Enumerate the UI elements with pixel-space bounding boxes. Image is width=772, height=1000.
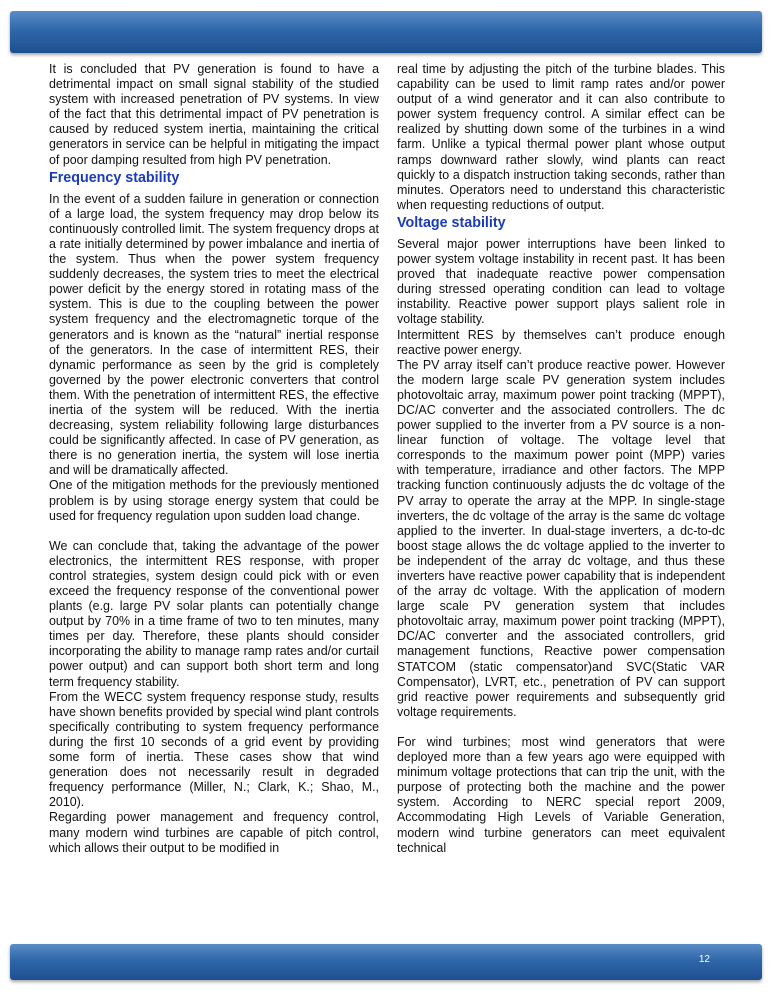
- footer-band: [10, 944, 762, 980]
- voltage-paragraph-2: Intermittent RES by themselves can’t produce enough reactive power energy.: [397, 327, 725, 357]
- right-column: [397, 62, 725, 856]
- voltage-stability-heading: Voltage stability: [397, 214, 506, 231]
- page-number: 12: [698, 954, 710, 965]
- header-band: [10, 11, 762, 53]
- voltage-paragraph-3: The PV array itself can’t produce reactive power. However the modern large scale PV generation system includes photovoltaic array, maximum power point tracking (MPPT), DC/AC converter and the associated controllers. The dc power supplied to the inverter from a PV source is a non-linear function of voltage. The voltage level that corresponds to the maximum power point (MPP) varies with temperature, irradiance and other factors. The MPP tracking function continuously adjusts the dc voltage of the PV array to operate the array at the MPP. In single-stage inverters, the dc voltage of the array is the same dc voltage applied to the inverter. In dual-stage inverters, a dc-to-dc boost stage allows the dc voltage applied to the inverter to be independent of the array dc voltage, and thus these inverters have reactive power capability that is independent of the array dc voltage. With the application of modern large scale PV generation system that includes photovoltaic array, maximum power point tracking (MPPT), DC/AC converter and the associated controllers, grid management functions, Reactive power compensation STATCOM (static compensator)and SVC(Static VAR Compensator), LVRT, etc., penetration of PV can support grid reactive power requirements and subsequently grid voltage requirements.: [397, 357, 725, 719]
- voltage-paragraph-1: Several major power interruptions have been linked to power system voltage instability in recent past. It has been proved that inadequate reactive power compensation during stressed operating condition can lead to voltage instability. Reactive power support plays salient role in voltage stability.: [397, 236, 725, 327]
- frequency-paragraph-2: One of the mitigation methods for the previously mentioned problem is by using storage energy system that could be used for frequency regulation upon sudden load change.: [49, 478, 379, 523]
- frequency-paragraph-4: From the WECC system frequency response study, results have shown benefits provided by special wind plant controls specifically contributing to system frequency performance during the first 10 seconds of a grid event by providing some form of inertia. These cases show that wind generation does not necessarily result in degraded frequency performance (Miller, N.; Clark, K.; Shao, M., 2010).: [49, 689, 379, 810]
- intro-paragraph: It is concluded that PV generation is found to have a detrimental impact on small signal stability of the studied system with increased penetration of PV systems. In view of the fact that this detrimental impact of PV penetration is caused by reduced system inertia, maintaining the critical generators in service can be helpful in mitigating the impact of poor damping resulted from high PV penetration.: [49, 62, 379, 167]
- voltage-paragraph-4: For wind turbines; most wind generators that were deployed more than a few years ago were equipped with minimum voltage protections that can trip the unit, with the purpose of protecting both the machine and the power system. According to NERC special report 2009, Accommodating High Levels of Variable Generation, modern wind turbine generators can meet equivalent technical: [397, 734, 725, 855]
- left-column: [49, 62, 379, 856]
- frequency-stability-heading: Frequency stability: [49, 169, 180, 186]
- frequency-paragraph-1: In the event of a sudden failure in generation or connection of a large load, the system frequency may drop below its continuously controlled limit. The system frequency drops at a rate initially determined by power imbalance and inertia of the system. Thus when the power system frequency suddenly decreases, the system tries to meet the electrical power deficit by the energy stored in rotating mass of the system. This is due to the coupling between the power system frequency and the electromagnetic torque of the generators and is known as the “natural” inertial response of the generators. In the case of intermittent RES, their dynamic performance as seen by the grid is completely governed by the power electronic converters that control them. With the penetration of intermittent RES, the effective inertia of the system will be reduced. With the inertia decreasing, system reliability following large disturbances could be significantly affected. In case of PV generation, as there is no generation inertia, the system will lose inertia and will be dramatically affected.: [49, 191, 379, 478]
- continued-paragraph: real time by adjusting the pitch of the turbine blades. This capability can be used to limit ramp rates and/or power output of a wind generator and it can also contribute to power system frequency control. A similar effect can be realized by shutting down some of the turbines in a wind farm. Unlike a typical thermal power plant whose output ramps downward rather slowly, wind plants can react quickly to a dispatch instruction taking seconds, rather than minutes. Operators need to understand this characteristic when requesting reductions of output.: [397, 62, 725, 212]
- frequency-paragraph-5: Regarding power management and frequency control, many modern wind turbines are capable of pitch control, which allows their output to be modified in: [49, 810, 379, 855]
- frequency-paragraph-3: We can conclude that, taking the advantage of the power electronics, the intermittent RES response, with proper control strategies, system design could pick with or even exceed the frequency response of the conventional power plants (e.g. large PV solar plants can potentially change output by 70% in a time frame of two to ten minutes, many times per day. Therefore, these plants should consider incorporating the ability to manage ramp rates and/or curtail power output) and can support both short term and long term frequency stability.: [49, 538, 379, 689]
